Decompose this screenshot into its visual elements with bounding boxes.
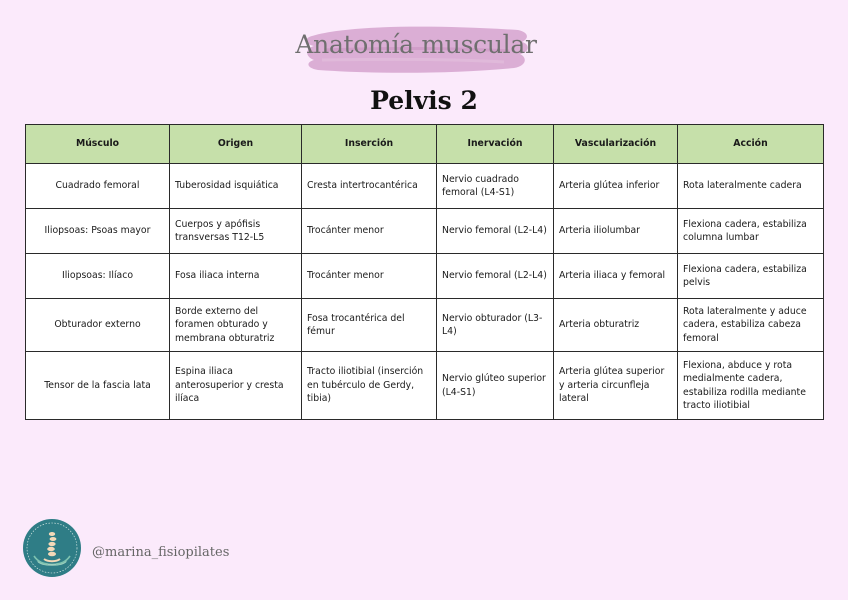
table-header-row	[26, 125, 824, 164]
cell-musculo: Iliopsoas: Ilíaco	[26, 254, 170, 299]
cell-origen: Cuerpos y apófisis transversas T12-L5	[170, 209, 302, 254]
cell-vascularizacion: Arteria glútea superior y arteria circunfleja lateral	[554, 352, 678, 420]
cell-vascularizacion: Arteria iliolumbar	[554, 209, 678, 254]
column-header-insercion: Inserción	[302, 125, 437, 164]
cell-inervacion: Nervio obturador (L3-L4)	[437, 299, 554, 352]
page-header	[0, 0, 848, 120]
cell-origen: Borde externo del foramen obturado y membrana obturatriz	[170, 299, 302, 352]
cell-accion: Rota lateralmente y aduce cadera, estabiliza cabeza femoral	[678, 299, 824, 352]
cell-origen: Tuberosidad isquiática	[170, 164, 302, 209]
table-row	[26, 352, 824, 420]
cell-inervacion: Nervio femoral (L2-L4)	[437, 209, 554, 254]
table-row	[26, 254, 824, 299]
cell-vascularizacion: Arteria obturatriz	[554, 299, 678, 352]
muscle-table	[25, 124, 824, 420]
cell-accion: Flexiona cadera, estabiliza columna lumbar	[678, 209, 824, 254]
cell-musculo: Iliopsoas: Psoas mayor	[26, 209, 170, 254]
spine-logo-icon	[22, 518, 82, 578]
instagram-handle: @marina_fisiopilates	[92, 545, 230, 560]
column-header-origen: Origen	[170, 125, 302, 164]
column-header-accion: Acción	[678, 125, 824, 164]
cell-musculo: Cuadrado femoral	[26, 164, 170, 209]
cell-vascularizacion: Arteria iliaca y femoral	[554, 254, 678, 299]
cell-musculo: Tensor de la fascia lata	[26, 352, 170, 420]
column-header-musculo: Músculo	[26, 125, 170, 164]
cell-musculo: Obturador externo	[26, 299, 170, 352]
cell-inervacion: Nervio femoral (L2-L4)	[437, 254, 554, 299]
cell-insercion: Trocánter menor	[302, 254, 437, 299]
cell-insercion: Trocánter menor	[302, 209, 437, 254]
table-row	[26, 209, 824, 254]
column-header-inervacion: Inervación	[437, 125, 554, 164]
cell-insercion: Tracto iliotibial (inserción en tubérculo de Gerdy, tibia)	[302, 352, 437, 420]
cell-accion: Flexiona, abduce y rota medialmente cadera, estabiliza rodilla mediante tracto iliotibial	[678, 352, 824, 420]
cell-insercion: Cresta intertrocantérica	[302, 164, 437, 209]
cell-accion: Rota lateralmente cadera	[678, 164, 824, 209]
cell-origen: Fosa iliaca interna	[170, 254, 302, 299]
cell-insercion: Fosa trocantérica del fémur	[302, 299, 437, 352]
page-subtitle: Anatomía muscular	[295, 30, 537, 59]
cell-origen: Espina iliaca anterosuperior y cresta ilíaca	[170, 352, 302, 420]
column-header-vascularizacion: Vascularización	[554, 125, 678, 164]
cell-accion: Flexiona cadera, estabiliza pelvis	[678, 254, 824, 299]
cell-inervacion: Nervio cuadrado femoral (L4-S1)	[437, 164, 554, 209]
table-row	[26, 164, 824, 209]
table-row	[26, 299, 824, 352]
cell-inervacion: Nervio glúteo superior (L4-S1)	[437, 352, 554, 420]
cell-vascularizacion: Arteria glútea inferior	[554, 164, 678, 209]
page-title: Pelvis 2	[370, 86, 478, 115]
